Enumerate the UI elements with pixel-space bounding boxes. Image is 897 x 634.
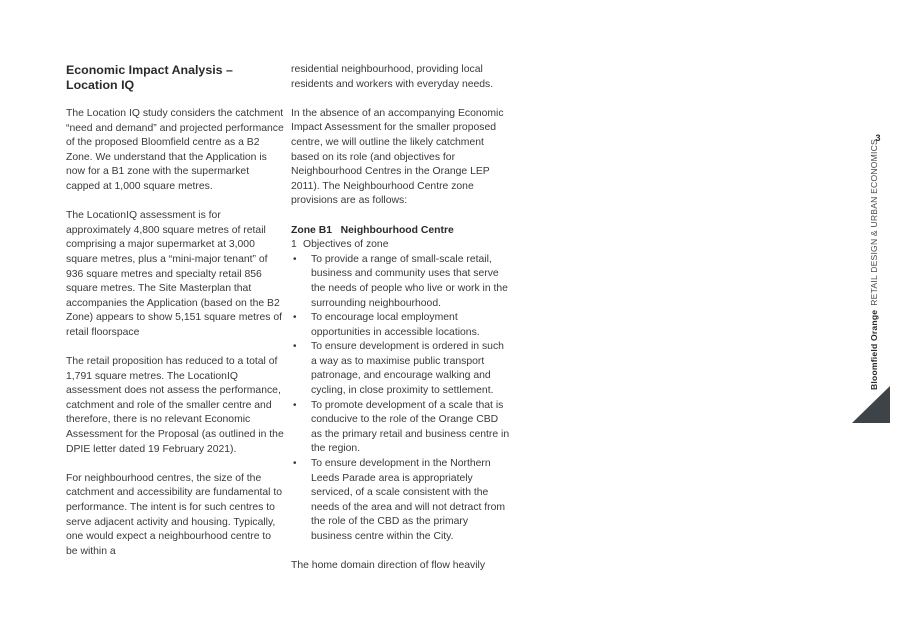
list-item bbox=[291, 457, 511, 545]
paragraph: For neighbourhood centres, the size of the catchment and accessibility are fundamental to performance. The intent is for such centres to serve adjacent activity and housing. Typically, one would expect a neighbourhood centre to be within a bbox=[66, 472, 283, 557]
corner-triangle-icon bbox=[852, 386, 890, 423]
brand-subtitle: RETAIL DESIGN & URBAN ECONOMICS bbox=[869, 139, 879, 306]
list-item-text: To provide a range of small-scale retail, business and community uses that serve the needs of people who live or work in the surrounding neighbourhood. bbox=[311, 253, 508, 309]
paragraph: The Location IQ study considers the catchment “need and demand” and projected performance of the proposed Bloomfield centre as a B2 Zone. We understand that the Application is now for a B1 zone with the supermarket capped at 1,000 square metres. bbox=[66, 108, 284, 192]
side-label bbox=[869, 139, 879, 390]
bullet-icon: • bbox=[293, 341, 297, 353]
list-item bbox=[291, 253, 511, 311]
bullet-icon: • bbox=[293, 312, 297, 324]
list-item-text: To encourage local employment opportunities in accessible locations. bbox=[311, 312, 480, 338]
page-number: 3 bbox=[875, 133, 881, 143]
objectives-number: 1 bbox=[291, 239, 297, 251]
paragraph: The home domain direction of flow heavily bbox=[291, 560, 486, 572]
list-item-text: To ensure development is ordered in such a way as to maximise public transport patronage, and encourage walking and cycling, in close proximity to settlement. bbox=[311, 341, 504, 397]
paragraph: The LocationIQ assessment is for approximately 4,800 square metres of retail comprising a major supermarket at 3,000 square metres, plus a “mini-major tenant” of 936 square metres and specialty retail 856 square metres. The Site Masterplan that accompanies the Application (based on the B2 Zone) appears to show 5,151 square metres of retail floorspace bbox=[66, 210, 283, 338]
list-item bbox=[291, 340, 511, 398]
bullet-icon: • bbox=[293, 253, 297, 265]
zone-heading: Zone B1 Neighbourhood Centre bbox=[291, 224, 454, 236]
paragraph: In the absence of an accompanying Economic Impact Assessment for the smaller proposed centre, we will outline the likely catchment based on its role (and objectives for Neighbourhood Centres in the Orange LEP 2011). The Neighbourhood Centre zone provisions are as follows: bbox=[291, 107, 504, 207]
right-column bbox=[291, 63, 511, 588]
objectives-text: Objectives of zone bbox=[303, 239, 389, 251]
paragraph: The retail proposition has reduced to a total of 1,791 square metres. The LocationIQ assessment does not assess the performance, catchment and role of the smaller centre and therefore, there is no relevant Economic Assessment for the Proposal (as outlined in the DPIE letter dated 19 February 2021). bbox=[66, 356, 284, 455]
list-item-text: To promote development of a scale that is conducive to the role of the Orange CBD as the primary retail and business centre in the region. bbox=[311, 399, 510, 455]
list-item bbox=[291, 311, 511, 340]
objectives-list bbox=[291, 253, 511, 545]
paragraph: residential neighbourhood, providing local residents and workers with everyday needs. bbox=[291, 64, 494, 90]
list-item-text: To ensure development in the Northern Leeds Parade area is appropriately serviced, of a scale consistent with the needs of the area and will not detract from the role of the CBD as the primary business centre within the City. bbox=[311, 458, 506, 542]
bullet-icon: • bbox=[293, 458, 297, 470]
list-item bbox=[291, 399, 511, 457]
objectives-label bbox=[291, 238, 511, 253]
bullet-icon: • bbox=[293, 399, 297, 411]
brand-name: Bloomfield Orange bbox=[869, 309, 879, 390]
left-column bbox=[66, 63, 284, 574]
section-heading: Economic Impact Analysis – Location IQ bbox=[66, 63, 233, 92]
